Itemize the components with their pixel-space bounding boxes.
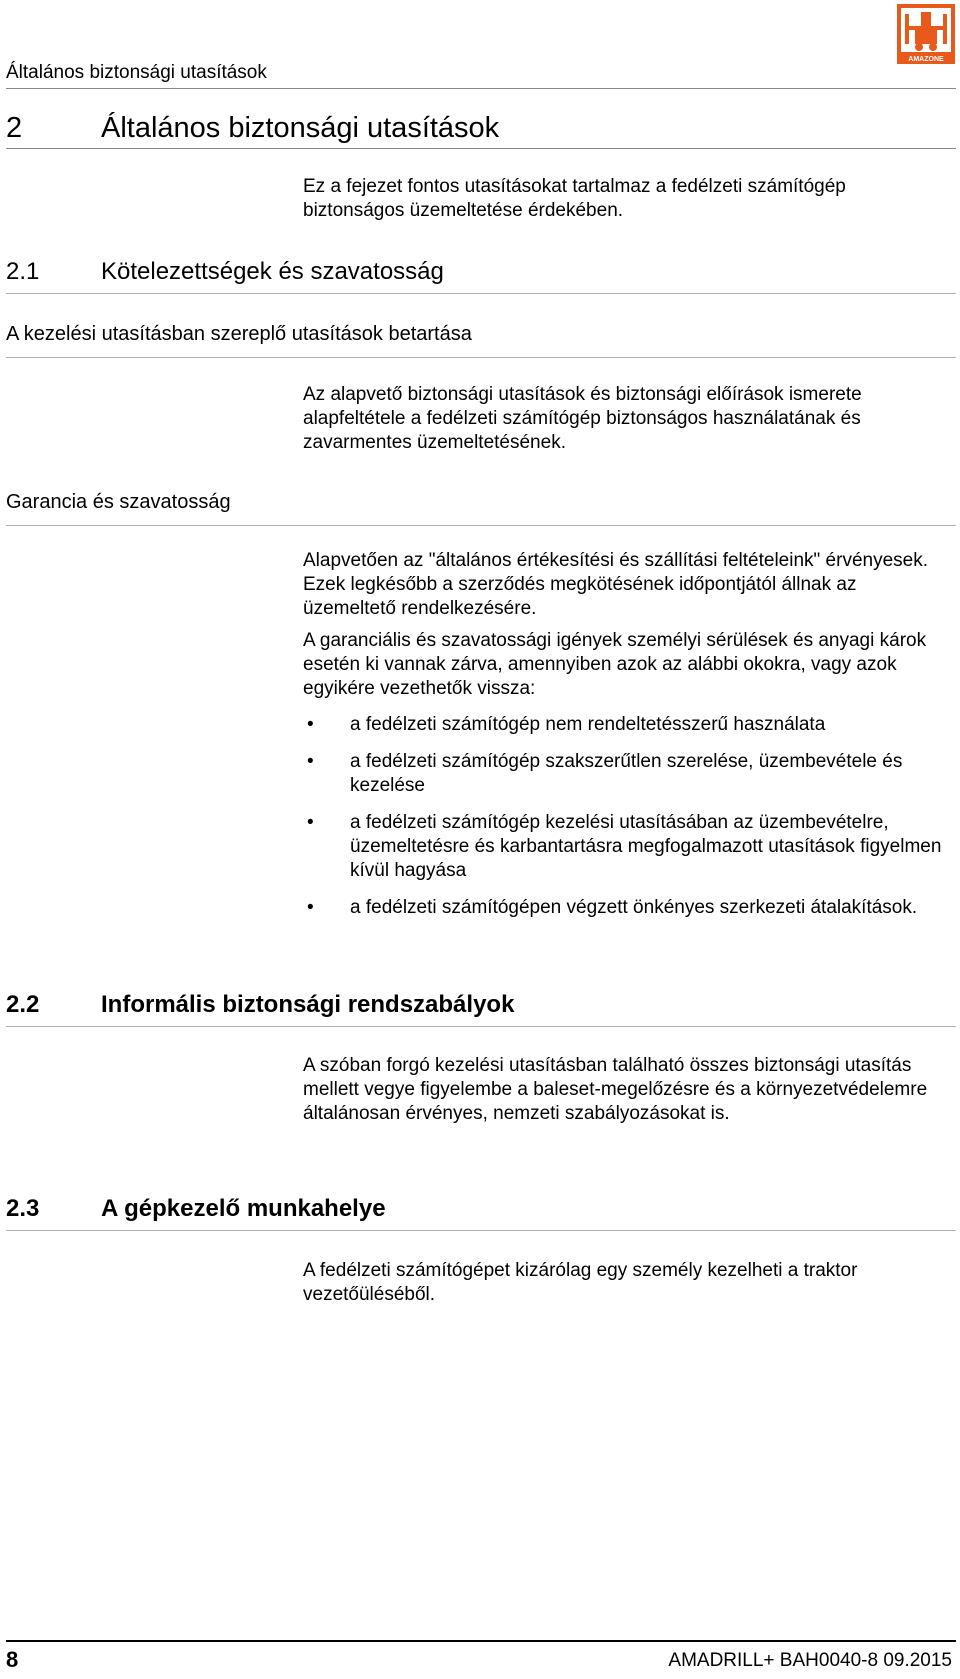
subsection-title-instructions: A kezelési utasításban szereplő utasítások betartása xyxy=(6,323,472,345)
section-2-1-rule xyxy=(6,293,956,294)
section-2-3-number: 2.3 xyxy=(6,1195,40,1222)
subsection-instructions-body xyxy=(303,383,943,455)
section-2-1-heading xyxy=(6,258,444,286)
section-2-3-body xyxy=(303,1259,943,1307)
list-item xyxy=(303,896,943,920)
footer-rule xyxy=(6,1640,956,1642)
subsection-rule xyxy=(6,357,956,358)
amazone-logo-icon xyxy=(897,4,955,64)
amazone-logo xyxy=(897,4,955,64)
chapter-heading xyxy=(6,112,499,145)
subsection-title-warranty: Garancia és szavatosság xyxy=(6,491,231,513)
list-item xyxy=(303,811,943,883)
warranty-body xyxy=(303,549,943,933)
warranty-rule xyxy=(6,525,956,526)
page-number: 8 xyxy=(6,1647,19,1672)
list-item xyxy=(303,713,943,737)
chapter-number: 2 xyxy=(6,112,23,144)
section-2-3-text: A fedélzeti számítógépet kizárólag egy személy kezelheti a traktor vezetőüléséből. xyxy=(303,1260,858,1305)
section-2-2-heading xyxy=(6,991,514,1019)
section-2-3-rule xyxy=(6,1230,956,1231)
bullet-icon: • xyxy=(307,812,314,833)
logo-text: AMAZONE xyxy=(908,56,944,63)
warranty-bullet-list xyxy=(303,713,943,920)
chapter-title: Általános biztonsági utasítások xyxy=(101,112,500,144)
bullet-icon: • xyxy=(307,897,314,918)
warranty-text-1: Alapvetően az "általános értékesítési és szállítási feltételeink" érvényesek. Ezek legkésőbb a szerződés megkötésének időpontjától állnak az üzemeltető rendelkezésére. xyxy=(303,550,928,619)
section-2-2-text: A szóban forgó kezelési utasításban található összes biztonsági utasítás mellett vegye figyelembe a baleset-megelőzésre és a környezetvédelemre általánosan érvényes, nemzeti szabályozásokat is. xyxy=(303,1055,928,1124)
bullet-text: a fedélzeti számítógépen végzett önkényes szerkezeti átalakítások. xyxy=(350,897,918,918)
list-item xyxy=(303,750,943,798)
document-id: AMADRILL+ BAH0040-8 09.2015 xyxy=(668,1650,952,1671)
section-2-3-heading xyxy=(6,1195,386,1223)
subsection-instructions-text: Az alapvető biztonsági utasítások és biztonsági előírások ismerete alapfeltétele a fedélzeti számítógép biztonságos használatának és zavarmentes üzemeltetésének. xyxy=(303,384,862,453)
running-header-title: Általános biztonsági utasítások xyxy=(6,62,267,83)
bullet-text: a fedélzeti számítógép szakszerűtlen szerelése, üzembevétele és kezelése xyxy=(350,751,903,796)
bullet-icon: • xyxy=(307,714,314,735)
section-2-1-number: 2.1 xyxy=(6,258,40,285)
section-2-2-rule xyxy=(6,1026,956,1027)
section-2-2-body xyxy=(303,1054,943,1126)
section-2-3-title: A gépkezelő munkahelye xyxy=(101,1195,386,1222)
section-2-2-number: 2.2 xyxy=(6,991,40,1018)
section-2-2-title: Informális biztonsági rendszabályok xyxy=(101,991,515,1018)
bullet-icon: • xyxy=(307,751,314,772)
bullet-text: a fedélzeti számítógép nem rendeltetésszerű használata xyxy=(350,714,826,735)
bullet-text: a fedélzeti számítógép kezelési utasításában az üzembevételre, üzemeltetésre és karbantartásra megfogalmazott utasítások figyelmen kívül hagyása xyxy=(350,812,942,881)
chapter-intro xyxy=(303,175,943,223)
header-rule xyxy=(6,88,956,89)
chapter-rule xyxy=(6,148,956,149)
warranty-text-2: A garanciális és szavatossági igények személyi sérülések és anyagi károk esetén ki vannak zárva, amennyiben azok az alábbi okokra, vagy azok egyikére vezethetők vissza: xyxy=(303,630,927,699)
section-2-1-title: Kötelezettségek és szavatosság xyxy=(101,258,444,285)
chapter-intro-text: Ez a fejezet fontos utasításokat tartalmaz a fedélzeti számítógép biztonságos üzemeltetése érdekében. xyxy=(303,176,846,221)
